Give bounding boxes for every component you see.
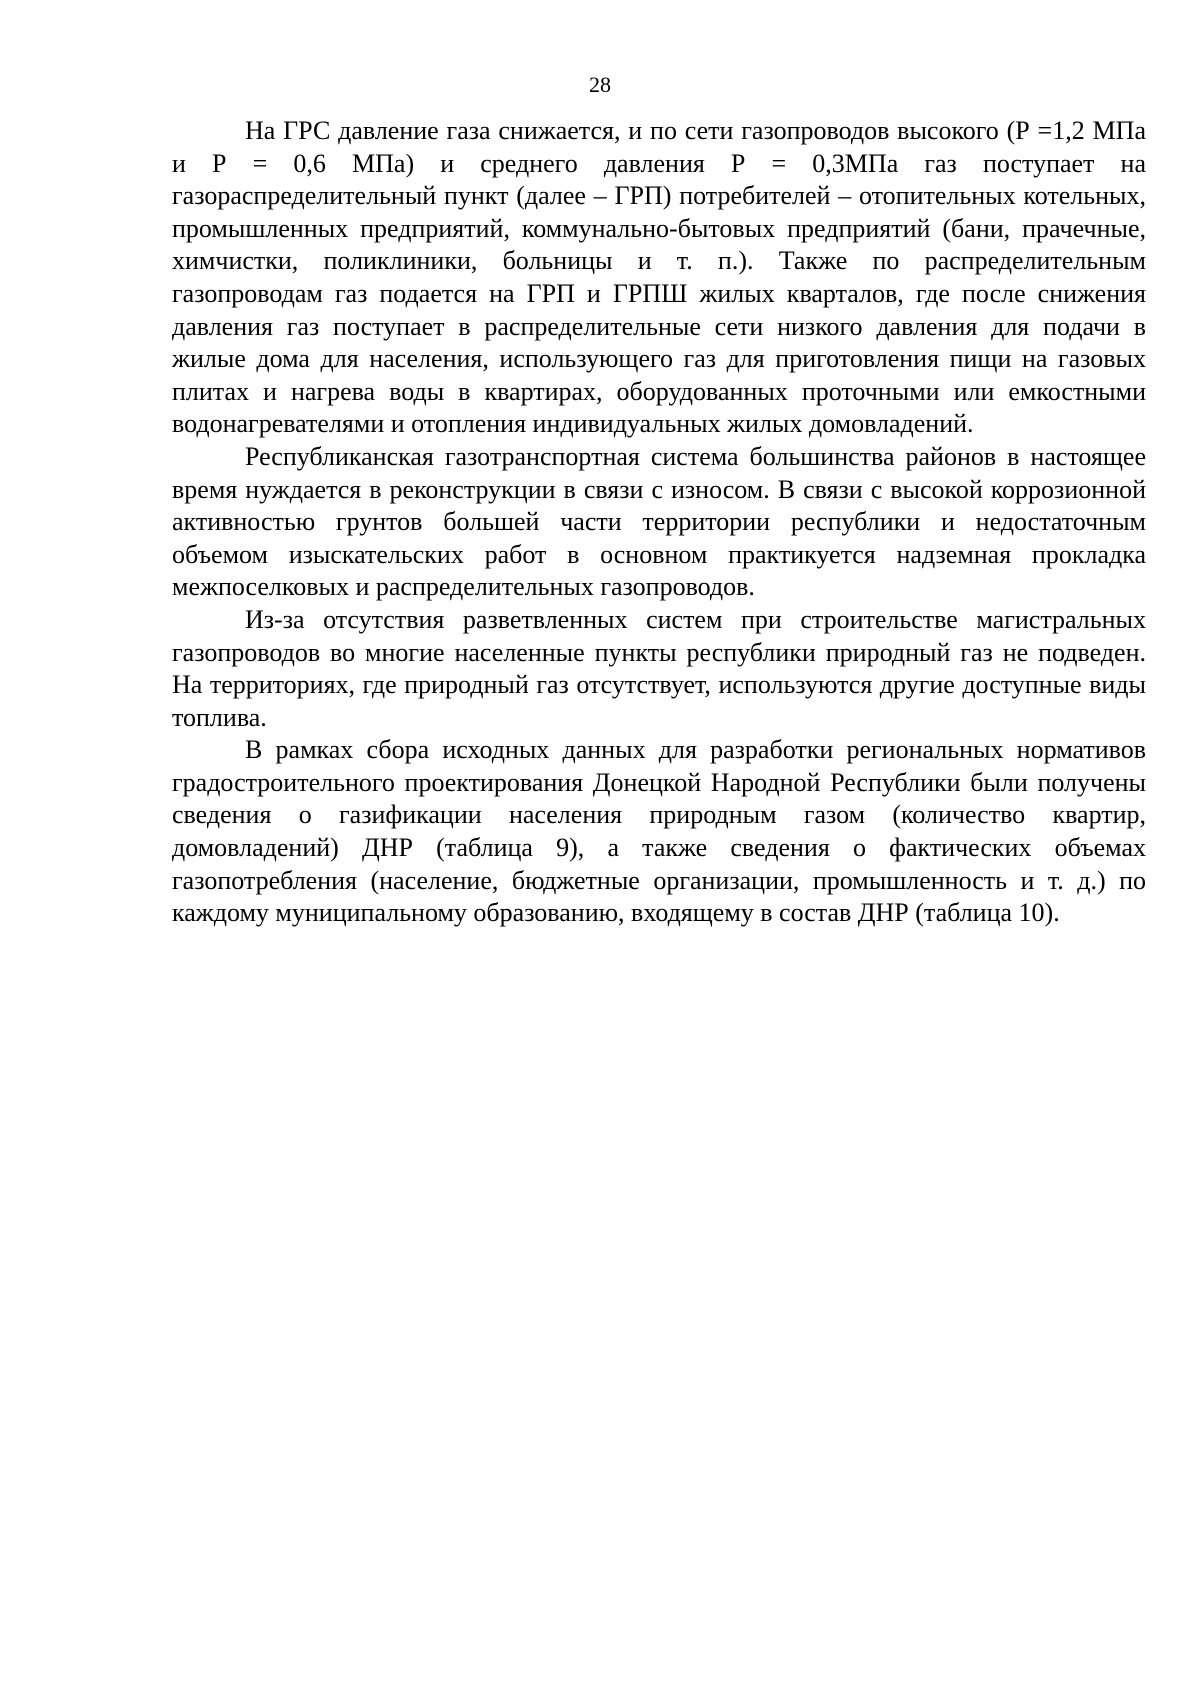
paragraph-4: В рамках сбора исходных данных для разработки региональных нормативов градостроительного проектирования Донецкой Народной Республики были получены сведения о газификации населения природным газом (количество квартир, домовладений) ДНР (таблица 9), а также сведения о фактических объемах газопотребления (население, бюджетные организации, промышленность и т. д.) по каждому муниципальному образованию, входящему в состав ДНР (таблица 10). (172, 735, 1146, 928)
paragraph-3: Из-за отсутствия разветвленных систем при строительстве магистральных газопроводов во многие населенные пункты республики природный газ не подведен. На территориях, где природный газ отсутствует, используются другие доступные виды топлива. (172, 604, 1146, 732)
page-number: 28 (589, 72, 611, 97)
body-text (172, 115, 1146, 930)
paragraph-2: Республиканская газотранспортная система большинства районов в настоящее время нуждается в реконструкции в связи с износом. В связи с высокой коррозионной активностью грунтов большей части территории республики и недостаточным объемом изыскательских работ в основном практикуется надземная прокладка межпоселковых и распределительных газопроводов. (172, 441, 1146, 602)
paragraph-1: На ГРС давление газа снижается, и по сети газопроводов высокого (Р =1,2 МПа и Р = 0,6 МПа) и среднего давления Р = 0,3МПа газ поступает на газораспределительный пункт (далее – ГРП) потребителей – отопительных котельных, промышленных предприятий, коммунально-бытовых предприятий (бани, прачечные, химчистки, поликлиники, больницы и т. п.). Также по распределительным газопроводам газ подается на ГРП и ГРПШ жилых кварталов, где после снижения давления газ поступает в распределительные сети низкого давления для подачи в жилые дома для населения, использующего газ для приготовления пищи на газовых плитах и нагрева воды в квартирах, оборудованных проточными или емкостными водонагревателями и отопления индивидуальных жилых домовладений. (172, 116, 1146, 439)
